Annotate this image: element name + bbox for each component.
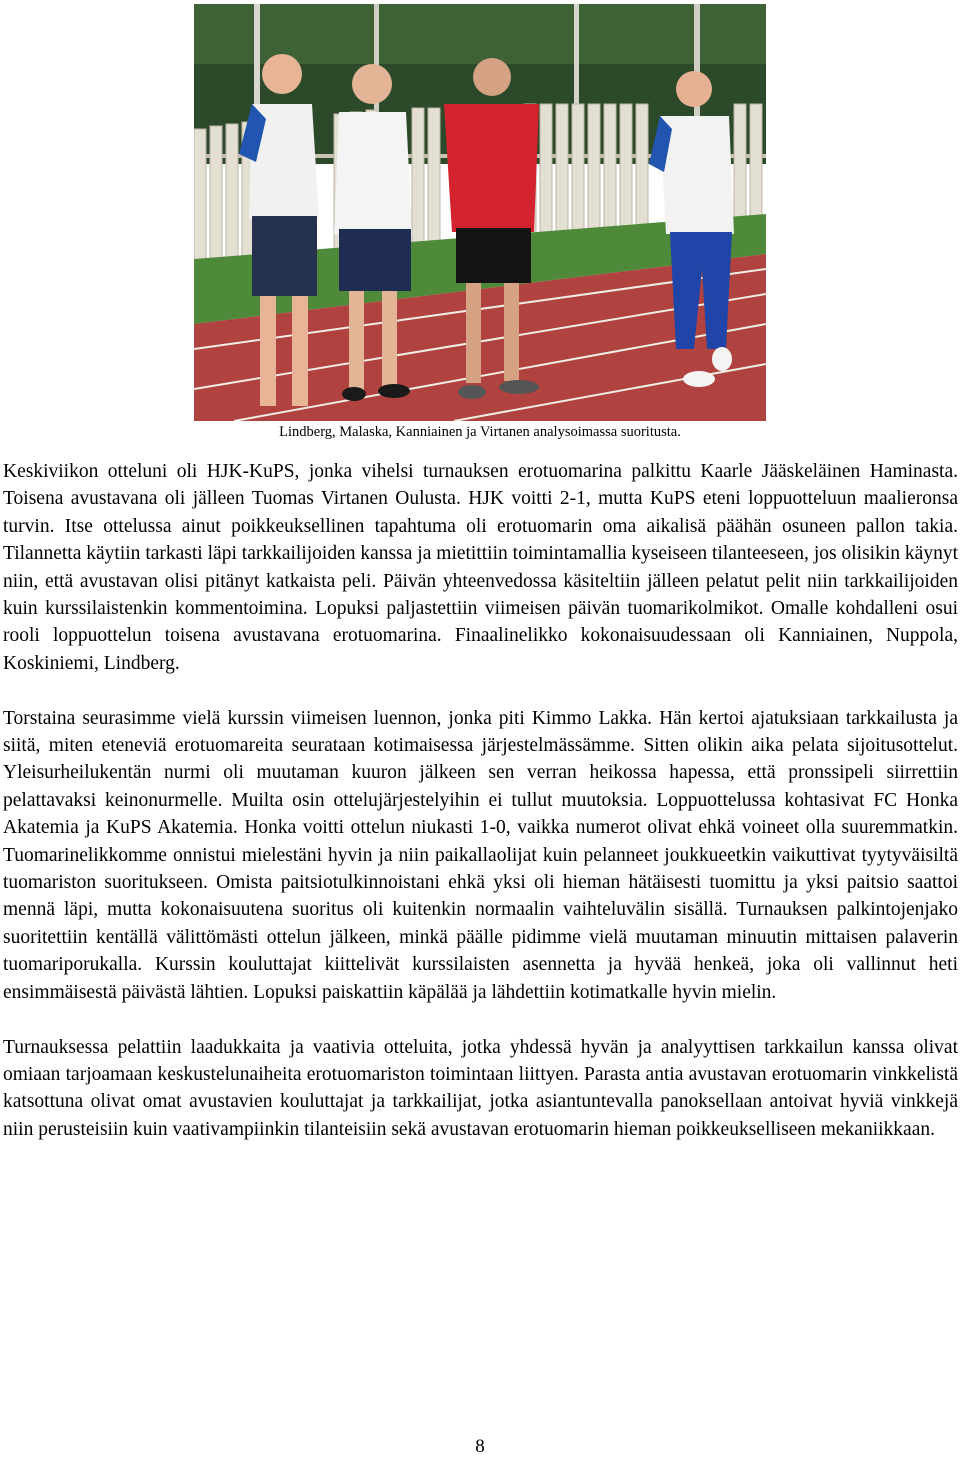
article-body (3, 458, 958, 1171)
page-number: 8 (475, 1436, 485, 1457)
paragraph: Torstaina seurasimme vielä kurssin viimeisen luennon, jonka piti Kimmo Lakka. Hän kertoi ajatuksiaan tarkkailusta ja siitä, miten eteneviä erotuomareita seurataan kotimaisessa järjestelmässämme. Sitten olikin aika pelata sijoitusottelut. Yleisurheilukentän nurmi oli muutaman kuuron jälkeen sen verran heikossa hapessa, että pronssipeli siirrettiin pelattavaksi keinonurmelle. Muilta osin ottelujärjestelyihin ei tullut muutoksia. Loppuottelussa kohtasivat FC Honka Akatemia ja KuPS Akatemia. Honka voitti ottelun niukasti 1-0, vaikka numerot olivat ehkä voineet olla suuremmatkin. Tuomarinelikkomme onnistui mielestäni hyvin ja niin paikallaolijat kuin pelanneet joukkueetkin vaikuttivat tyytyväisiltä tuomariston suoritukseen. Omista paitsiotulkinnoistani ehkä yksi oli hieman hätäisesti tuomittu ja yksi paitsio saattoi mennä läpi, mutta kokonaisuutena suoritus oli kuitenkin normaalin vaihteluvälin sisällä. Turnauksen palkintojenjako suoritettiin kentällä välittömästi ottelun jälkeen, minkä päälle pidimme vielä muutaman minuutin mittaisen palaverin tuomariporukalla. Kurssin kouluttajat kiittelivät kurssilaisten asennetta ja hyvää henkeä, joka oli vallinnut heti ensimmäisestä päivästä lähtien. Lopuksi paiskattiin käpälää ja lähdettiin kotimatkalle hyvin mielin. (3, 707, 958, 1003)
paragraph: Turnauksessa pelattiin laadukkaita ja vaativia otteluita, jotka yhdessä hyvän ja analyyttisen tarkkailun kanssa olivat omiaan tarjoamaan keskustelunaiheita erotuomariston toimintaan liittyen. Parasta antia avustavan erotuomarin vinkkelistä katsottuna olivat omat avustavien kouluttajat ja tarkkailijat, jotka asiantuntevalla panoksellaan antoivat hyviä vinkkejä niin perusteisiin kuin vaativampiinkin tilanteisiin sekä avustavan erotuomarin hieman poikkeukselliseen mekaniikkaan. (3, 1036, 958, 1140)
paragraph: Keskiviikon otteluni oli HJK-KuPS, jonka vihelsi turnauksen erotuomarina palkittu Kaarle Jääskeläinen Haminasta. Toisena avustavana oli jälleen Tuomas Virtanen Oulusta. HJK voitti 2-1, mutta KuPS eteni loppuotteluun maalieronsa turvin. Itse ottelussa ainut poikkeuksellinen tapahtuma oli erotuomarin oma aikalisä päähän osuneen pallon takia. Tilannetta käytiin tarkasti läpi tarkkailijoiden kanssa ja mietittiin toimintamallia kyseiseen tilanteeseen, jos olisikin käynyt niin, että avustavan olisi pitänyt katkaista peli. Päivän yhteenvedossa käsiteltiin jälleen pelatut pelit niin tarkkailijoiden kuin kurssilaistenkin kommentoimina. Lopuksi paljastettiin viimeisen päivän tuomarikolmikot. Omalle kohdalleni osui rooli loppuottelun toisena avustavana erotuomarina. Finaalinelikko kokonaisuudessaan oli Kanniainen, Nuppola, Koskiniemi, Lindberg. (3, 461, 958, 674)
team-photo (194, 4, 766, 421)
photo-caption: Lindberg, Malaska, Kanniainen ja Virtanen analysoimassa suoritusta. (279, 424, 681, 440)
